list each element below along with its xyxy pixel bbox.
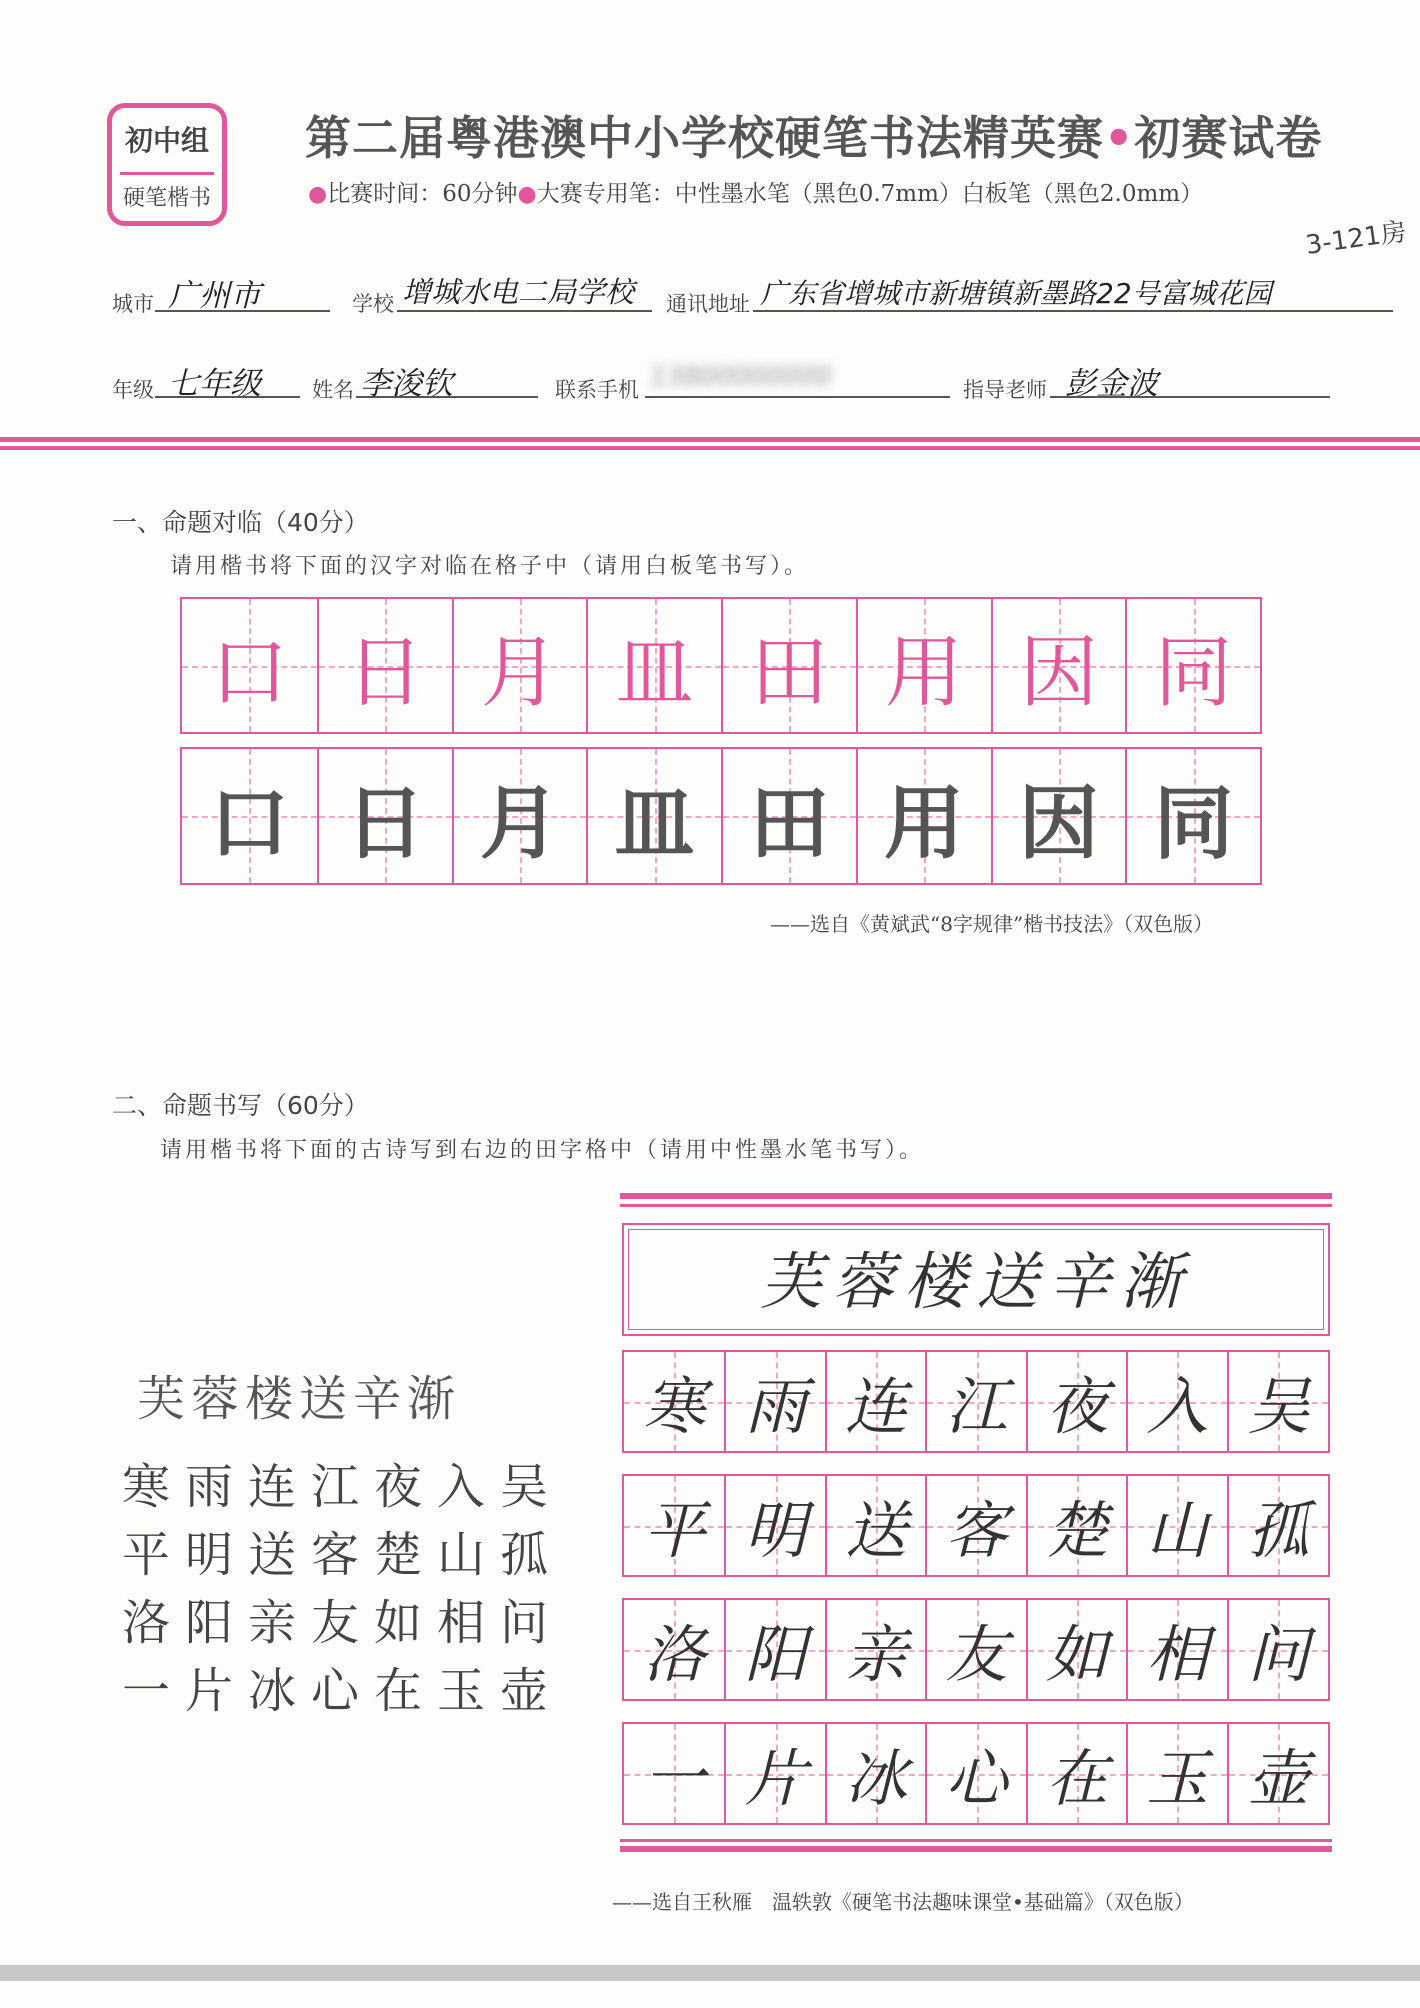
student-char: 月 xyxy=(479,776,560,870)
grid-cell[interactable] xyxy=(624,1724,724,1823)
page-title xyxy=(305,102,1322,168)
grid-cell[interactable] xyxy=(925,1600,1025,1699)
grid-cell[interactable] xyxy=(1126,1724,1226,1823)
school-field[interactable]: 增城水电二局学校 xyxy=(402,275,635,309)
time-info: 比赛时间：60分钟 xyxy=(327,181,518,207)
badge-divider xyxy=(120,172,214,175)
grid-cell[interactable] xyxy=(991,749,1126,883)
handwriting-row[interactable] xyxy=(622,1474,1330,1577)
grid-cell[interactable] xyxy=(925,1352,1025,1451)
grid-cell[interactable] xyxy=(182,749,317,883)
handwriting-row[interactable] xyxy=(622,1350,1330,1453)
grid-cell xyxy=(991,599,1126,732)
title-dot: • xyxy=(1104,111,1135,165)
header-divider xyxy=(0,446,1420,450)
handwritten-char: 冰 xyxy=(845,1742,908,1815)
grid-cell[interactable] xyxy=(925,1724,1025,1823)
handwritten-char: 问 xyxy=(1247,1618,1310,1691)
handwritten-char: 入 xyxy=(1146,1370,1209,1443)
grid-cell[interactable] xyxy=(1126,1476,1226,1575)
badge-group: 初中组 xyxy=(124,124,209,157)
grid-cell xyxy=(856,599,991,732)
handwritten-char: 江 xyxy=(945,1370,1008,1443)
handwritten-char: 在 xyxy=(1045,1742,1108,1815)
handwritten-char: 连 xyxy=(845,1370,908,1443)
handwritten-char: 山 xyxy=(1146,1494,1209,1567)
grade-label: 年级 xyxy=(112,378,154,402)
grid-cell xyxy=(317,599,452,732)
handwritten-char: 一 xyxy=(643,1742,706,1815)
writing-area-bottom-bar xyxy=(620,1846,1332,1852)
header-divider xyxy=(0,437,1420,442)
section1-source: ——选自《黄斌武“8字规律”楷书技法》（双色版） xyxy=(770,912,1214,936)
grid-cell[interactable] xyxy=(724,1352,824,1451)
model-char: 用 xyxy=(885,627,964,718)
section1-heading: 一、命题对临（40分） xyxy=(112,508,369,537)
grid-cell[interactable] xyxy=(724,1600,824,1699)
section2-heading: 二、命题书写（60分） xyxy=(112,1091,369,1120)
grid-cell[interactable] xyxy=(317,749,452,883)
handwritten-char: 友 xyxy=(945,1618,1008,1691)
handwritten-char: 送 xyxy=(845,1494,908,1567)
grid-cell[interactable] xyxy=(1126,1600,1226,1699)
handwritten-char: 玉 xyxy=(1146,1742,1209,1815)
handwritten-char: 亲 xyxy=(845,1618,908,1691)
bullet-icon: ● xyxy=(517,182,537,207)
poem-line: 寒雨连江夜入吴 xyxy=(122,1459,564,1515)
handwritten-char: 孤 xyxy=(1247,1494,1310,1567)
handwritten-char: 吴 xyxy=(1247,1370,1310,1443)
writing-area-top-bar xyxy=(620,1193,1332,1199)
model-char: 皿 xyxy=(615,627,694,718)
handwritten-char: 阳 xyxy=(744,1618,807,1691)
grade-field[interactable]: 七年级 xyxy=(168,366,261,402)
handwriting-row[interactable] xyxy=(622,1722,1330,1825)
writing-area-top-bar xyxy=(620,1204,1332,1207)
handwritten-title-box[interactable] xyxy=(622,1223,1330,1336)
handwritten-char: 洛 xyxy=(643,1618,706,1691)
city-label: 城市 xyxy=(112,292,154,316)
handwritten-title: 芙蓉楼送辛渐 xyxy=(759,1245,1192,1318)
grid-cell[interactable] xyxy=(925,1476,1025,1575)
model-char: 口 xyxy=(210,627,289,718)
grid-cell xyxy=(182,599,317,732)
pen-info: 大赛专用笔：中性墨水笔（黑色0.7mm）白板笔（黑色2.0mm） xyxy=(536,181,1204,207)
student-char: 因 xyxy=(1018,776,1099,870)
section2-source: ——选自王秋雁 温轶敦《硬笔书法趣味课堂•基础篇》（双色版） xyxy=(612,1890,1194,1914)
group-badge xyxy=(107,103,227,226)
grid-cell[interactable] xyxy=(624,1476,724,1575)
grid-cell xyxy=(1125,599,1260,732)
exam-info xyxy=(308,175,1203,208)
scan-edge xyxy=(0,1965,1420,1981)
bullet-icon: ● xyxy=(308,182,328,207)
handwritten-char: 片 xyxy=(744,1742,807,1815)
title-main: 第二届粤港澳中小学校硬笔书法精英赛 xyxy=(305,111,1104,165)
grid-cell[interactable] xyxy=(1227,1724,1328,1823)
handwritten-char: 客 xyxy=(945,1494,1008,1567)
handwritten-char: 雨 xyxy=(744,1370,807,1443)
phone-field[interactable]: 13800000000 xyxy=(650,362,832,392)
section1-description: 请用楷书将下面的汉字对临在格子中（请用白板笔书写）。 xyxy=(170,554,810,579)
student-char: 用 xyxy=(884,776,965,870)
school-label: 学校 xyxy=(352,292,394,316)
poem-line: 平明送客楚山孤 xyxy=(122,1527,564,1583)
room-note: 3-121房 xyxy=(1303,217,1409,261)
grid-cell[interactable] xyxy=(1227,1352,1328,1451)
grid-cell xyxy=(586,599,721,732)
grid-cell[interactable] xyxy=(1026,1724,1126,1823)
grid-cell[interactable] xyxy=(1026,1476,1126,1575)
model-char: 因 xyxy=(1019,627,1098,718)
grid-cell[interactable] xyxy=(1126,1352,1226,1451)
model-grid xyxy=(180,597,1262,734)
student-char: 同 xyxy=(1153,776,1234,870)
grid-cell[interactable] xyxy=(825,1352,925,1451)
handwritten-char: 夜 xyxy=(1045,1370,1108,1443)
city-field[interactable]: 广州市 xyxy=(168,278,261,314)
name-label: 姓名 xyxy=(312,378,354,402)
grid-cell[interactable] xyxy=(1026,1352,1126,1451)
model-char: 日 xyxy=(346,627,425,718)
grid-cell[interactable] xyxy=(624,1600,724,1699)
handwriting-row[interactable] xyxy=(622,1598,1330,1701)
phone-underline xyxy=(645,396,950,398)
handwritten-char: 明 xyxy=(744,1494,807,1567)
grid-cell[interactable] xyxy=(724,1724,824,1823)
teacher-label: 指导老师 xyxy=(963,378,1047,402)
grid-cell[interactable] xyxy=(724,1476,824,1575)
grid-cell[interactable] xyxy=(856,749,991,883)
poem-line: 洛阳亲友如相问 xyxy=(122,1595,564,1651)
poem-line: 一片冰心在玉壶 xyxy=(122,1663,564,1719)
handwritten-char: 壶 xyxy=(1247,1742,1310,1815)
model-char: 同 xyxy=(1154,627,1233,718)
student-char: 田 xyxy=(749,776,830,870)
grid-cell[interactable] xyxy=(825,1600,925,1699)
grid-cell[interactable] xyxy=(586,749,721,883)
grid-cell[interactable] xyxy=(1125,749,1260,883)
grid-cell[interactable] xyxy=(721,749,856,883)
model-char: 田 xyxy=(750,627,829,718)
handwritten-char: 如 xyxy=(1045,1618,1108,1691)
grid-cell[interactable] xyxy=(1026,1600,1126,1699)
section2-description: 请用楷书将下面的古诗写到右边的田字格中（请用中性墨水笔书写）。 xyxy=(160,1138,925,1163)
grid-cell[interactable] xyxy=(452,749,587,883)
handwritten-char: 楚 xyxy=(1045,1494,1108,1567)
grid-cell[interactable] xyxy=(624,1352,724,1451)
grid-cell[interactable] xyxy=(825,1724,925,1823)
model-char: 月 xyxy=(480,627,559,718)
address-field[interactable]: 广东省增城市新塘镇新墨路22号富城花园 xyxy=(760,277,1272,310)
writing-area-bottom-bar xyxy=(620,1839,1332,1842)
grid-cell xyxy=(452,599,587,732)
grid-cell[interactable] xyxy=(1227,1600,1328,1699)
address-label: 通讯地址 xyxy=(666,292,750,316)
student-char: 口 xyxy=(209,776,290,870)
handwritten-char: 寒 xyxy=(643,1370,706,1443)
grid-cell[interactable] xyxy=(1227,1476,1328,1575)
phone-label: 联系手机 xyxy=(555,378,639,402)
handwritten-char: 心 xyxy=(945,1742,1008,1815)
grid-cell xyxy=(721,599,856,732)
poem-title: 芙蓉楼送辛渐 xyxy=(137,1371,462,1427)
handwritten-char: 相 xyxy=(1146,1618,1209,1691)
teacher-field[interactable]: 彭金波 xyxy=(1065,366,1158,402)
student-grid[interactable] xyxy=(180,747,1262,885)
name-field[interactable]: 李浚钦 xyxy=(360,366,453,402)
title-sub: 初赛试卷 xyxy=(1134,111,1323,165)
student-char: 日 xyxy=(345,776,426,870)
student-char: 皿 xyxy=(614,776,695,870)
grid-cell[interactable] xyxy=(825,1476,925,1575)
badge-category: 硬笔楷书 xyxy=(122,186,211,211)
handwritten-char: 平 xyxy=(643,1494,706,1567)
